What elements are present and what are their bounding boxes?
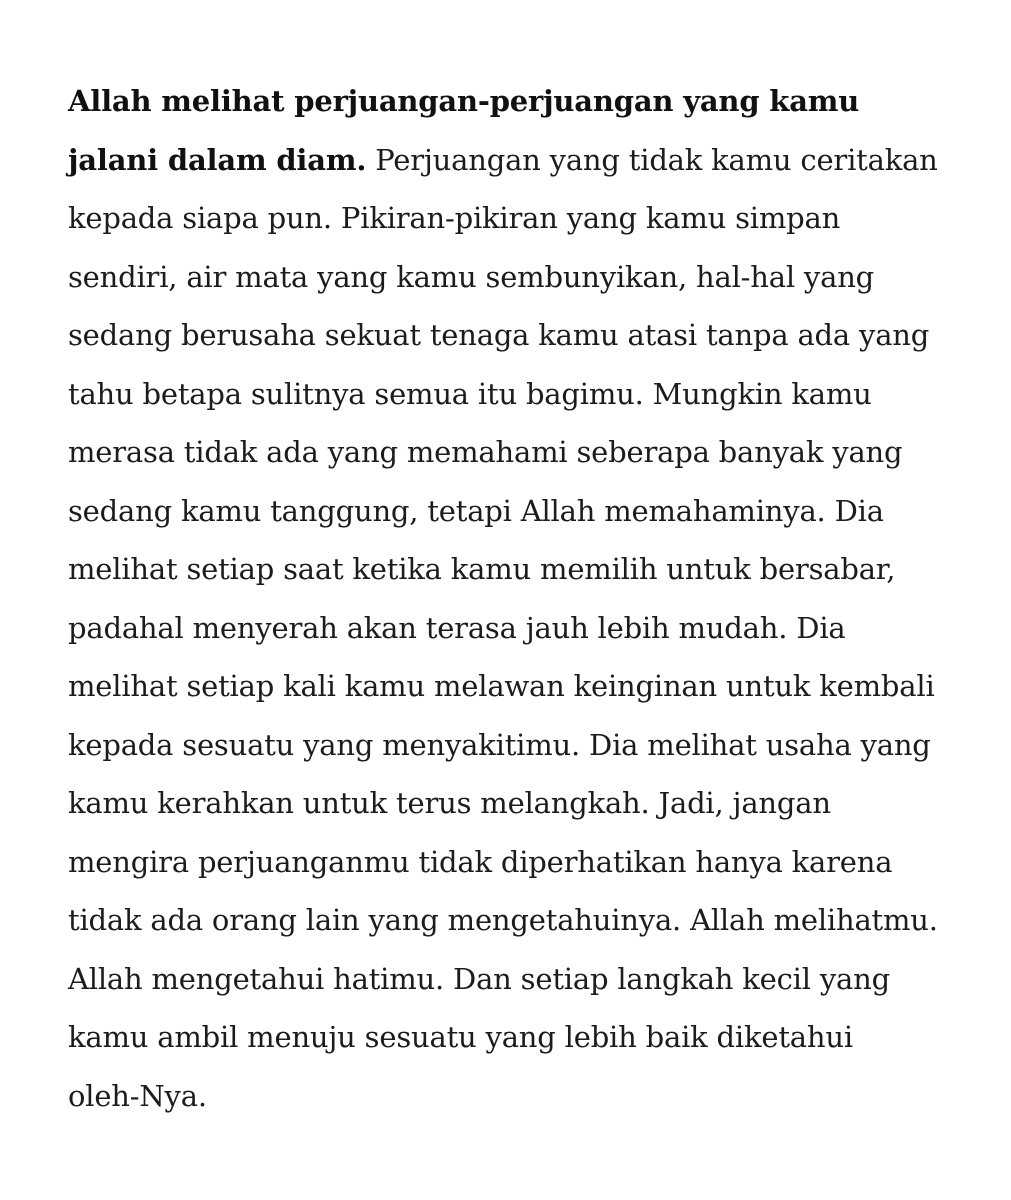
- passage-line: melihat setiap kali kamu melawan keinginan untuk kembali: [68, 669, 935, 703]
- passage-line-2-rest: Perjuangan yang tidak kamu ceritakan: [366, 142, 938, 177]
- passage-line: kepada sesuatu yang menyakitimu. Dia melihat usaha yang: [68, 727, 931, 762]
- passage-line: merasa tidak ada yang memahami seberapa banyak yang: [68, 435, 903, 469]
- passage-line: Allah mengetahui hatimu. Dan setiap langkah kecil yang: [68, 961, 890, 996]
- passage-line: mengira perjuanganmu tidak diperhatikan hanya karena: [68, 844, 893, 879]
- passage-line-2: [68, 131, 948, 190]
- passage-line: sedang kamu tanggung, tetapi Allah memahaminya. Dia: [68, 493, 884, 528]
- passage-line: kamu ambil menuju sesuatu yang lebih baik diketahui: [68, 1020, 853, 1054]
- passage-line: kepada siapa pun. Pikiran-pikiran yang kamu simpan: [68, 201, 841, 235]
- passage-line: tahu betapa sulitnya semua itu bagimu. Mungkin kamu: [68, 376, 872, 411]
- passage-line: oleh-Nya.: [68, 1078, 207, 1113]
- passage-line-1: [68, 72, 948, 131]
- passage-line: padahal menyerah akan terasa jauh lebih mudah. Dia: [68, 610, 846, 645]
- passage-line: kamu kerahkan untuk terus melangkah. Jadi, jangan: [68, 786, 831, 820]
- passage-line: tidak ada orang lain yang mengetahuinya. Allah melihatmu.: [68, 903, 938, 937]
- passage-line: sendiri, air mata yang kamu sembunyikan, hal-hal yang: [68, 259, 875, 294]
- lead-sentence-part-2: jalani dalam diam.: [68, 142, 367, 177]
- passage: [68, 72, 948, 1125]
- passage-line: sedang berusaha sekuat tenaga kamu atasi tanpa ada yang: [68, 318, 930, 352]
- passage-line: melihat setiap saat ketika kamu memilih untuk bersabar,: [68, 552, 896, 586]
- lead-sentence-part-1: Allah melihat perjuangan-perjuangan yang kamu: [68, 84, 860, 118]
